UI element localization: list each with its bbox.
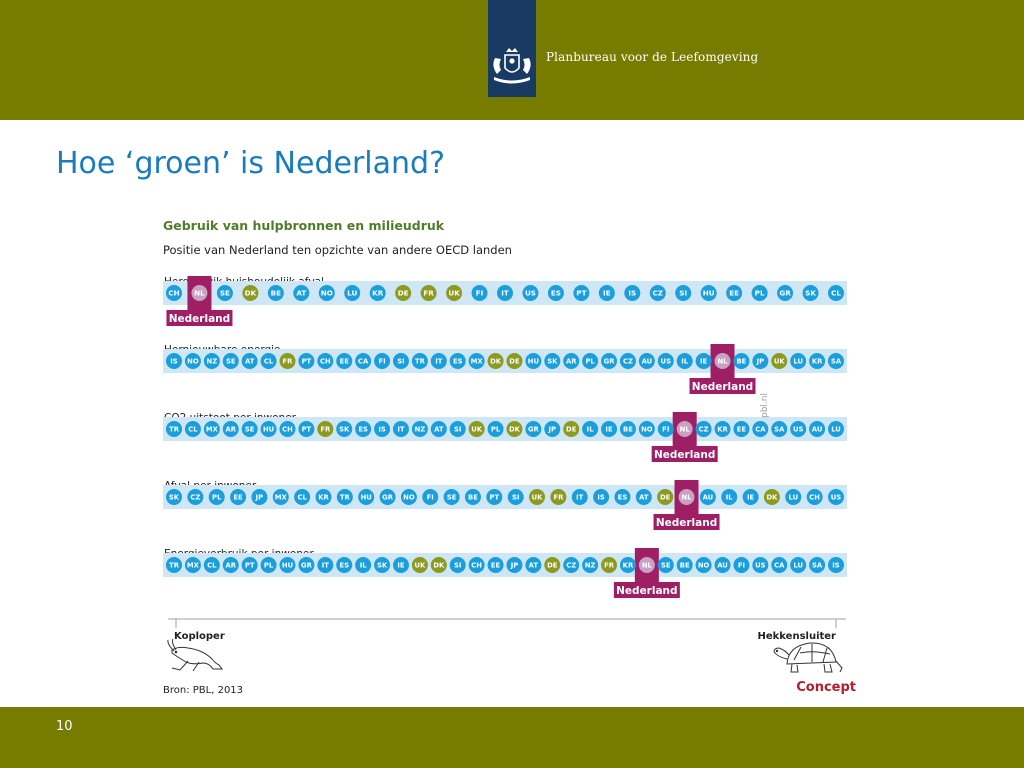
country-code: SA xyxy=(774,425,785,434)
nl-label: Nederland xyxy=(653,449,716,461)
country-code: AU xyxy=(717,561,728,570)
country-code: UK xyxy=(773,357,785,366)
country-code: SK xyxy=(376,561,388,570)
country-code: CH xyxy=(282,425,293,434)
source-label: Bron: PBL, 2013 xyxy=(163,685,244,696)
organization-name: Planbureau voor de Leefomgeving xyxy=(546,50,759,64)
country-code: CH xyxy=(471,561,482,570)
country-code: JP xyxy=(255,493,264,502)
country-code: KR xyxy=(372,288,384,298)
country-code: NO xyxy=(403,493,415,502)
country-code: AT xyxy=(296,288,307,298)
country-code: IE xyxy=(605,425,613,434)
country-code: CL xyxy=(831,288,841,298)
country-code: SE xyxy=(244,425,255,434)
country-code: PL xyxy=(754,288,765,298)
country-code: EE xyxy=(339,357,349,366)
country-code: FR xyxy=(423,288,434,298)
country-code: US xyxy=(792,425,804,434)
country-code: LU xyxy=(347,288,358,298)
country-code: TR xyxy=(414,357,425,366)
country-code: DK xyxy=(490,357,502,366)
country-code: AT xyxy=(244,357,255,366)
country-code: UK xyxy=(414,561,426,570)
country-code: NO xyxy=(641,425,653,434)
country-code: ES xyxy=(617,493,628,502)
country-code: NL xyxy=(681,493,692,502)
country-code: DE xyxy=(547,561,558,570)
country-code: PT xyxy=(489,493,500,502)
ranking-row xyxy=(163,548,847,598)
country-code: ES xyxy=(358,425,368,434)
country-code: IL xyxy=(681,357,689,366)
country-code: DE xyxy=(509,357,520,366)
country-code: NO xyxy=(187,357,199,366)
country-code: CZ xyxy=(698,425,709,434)
country-code: DK xyxy=(766,493,778,502)
country-code: FI xyxy=(378,357,386,366)
country-code: AU xyxy=(702,493,714,502)
country-code: NZ xyxy=(414,425,426,434)
country-code: UK xyxy=(531,493,543,502)
country-code: PL xyxy=(585,357,595,366)
country-code: IS xyxy=(170,357,178,366)
country-code: BE xyxy=(623,425,633,434)
country-code: FI xyxy=(426,493,434,502)
country-code: IL xyxy=(586,425,594,434)
country-code: CH xyxy=(319,357,331,366)
country-code: FR xyxy=(604,561,614,570)
country-code: BE xyxy=(736,357,747,366)
country-code: IE xyxy=(603,288,611,298)
country-code: CL xyxy=(263,357,274,366)
country-code: LU xyxy=(831,425,841,434)
country-code: BE xyxy=(679,561,690,570)
ranking-row xyxy=(163,344,847,394)
country-code: CZ xyxy=(190,493,201,502)
country-code: PT xyxy=(301,357,312,366)
country-code: GR xyxy=(603,357,615,366)
country-code: SE xyxy=(219,288,230,298)
country-code: FI xyxy=(475,288,484,298)
country-code: TR xyxy=(339,493,350,502)
country-code: NL xyxy=(194,288,205,298)
ranking-row xyxy=(163,276,847,326)
country-code: US xyxy=(524,288,536,298)
country-code: IS xyxy=(378,425,386,434)
country-code: IE xyxy=(700,357,708,366)
country-code: KR xyxy=(811,357,823,366)
credit-label: pbl.nl xyxy=(760,393,770,418)
country-code: LU xyxy=(793,561,803,570)
country-code: CA xyxy=(774,561,785,570)
country-code: DK xyxy=(508,425,520,434)
hare-icon xyxy=(168,639,222,671)
country-code: DE xyxy=(660,493,671,502)
country-code: SK xyxy=(547,357,558,366)
country-code: DK xyxy=(433,561,445,570)
tortoise-icon xyxy=(774,643,842,672)
country-code: AR xyxy=(225,425,236,434)
nl-label: Nederland xyxy=(655,517,718,529)
country-code: AT xyxy=(639,493,649,502)
country-code: FI xyxy=(662,425,670,434)
country-code: AT xyxy=(528,561,539,570)
country-code: EE xyxy=(736,425,747,434)
country-code: CZ xyxy=(622,357,633,366)
country-code: SA xyxy=(812,561,823,570)
country-code: KR xyxy=(318,493,329,502)
country-code: ES xyxy=(339,561,350,570)
slide-title: Hoe ‘groen’ is Nederland? xyxy=(56,146,445,181)
country-code: CA xyxy=(755,425,766,434)
country-code: SE xyxy=(660,561,671,570)
country-code: CL xyxy=(297,493,307,502)
country-code: KR xyxy=(717,425,728,434)
country-code: NO xyxy=(320,288,333,298)
country-code: HU xyxy=(527,357,539,366)
country-code: PT xyxy=(244,561,255,570)
nl-label: Nederland xyxy=(168,313,231,325)
country-code: IT xyxy=(501,288,509,298)
country-code: PL xyxy=(263,561,274,570)
country-code: JP xyxy=(510,561,519,570)
country-code: SI xyxy=(453,561,462,570)
country-code: HU xyxy=(281,561,294,570)
country-code: EE xyxy=(729,288,740,298)
country-code: IS xyxy=(628,288,637,298)
country-code: GR xyxy=(300,561,312,570)
country-code: FR xyxy=(553,493,564,502)
country-code: AR xyxy=(565,357,577,366)
concept-watermark: Concept xyxy=(796,680,856,695)
country-code: GR xyxy=(527,425,539,434)
country-code: BE xyxy=(270,288,282,298)
country-code: KR xyxy=(622,561,634,570)
country-code: CH xyxy=(168,288,180,298)
country-code: US xyxy=(755,561,766,570)
country-code: PL xyxy=(490,425,501,434)
country-code: SI xyxy=(453,425,462,434)
country-code: IT xyxy=(397,425,405,434)
country-code: ES xyxy=(550,288,561,298)
country-code: NL xyxy=(641,561,652,570)
country-code: FR xyxy=(282,357,293,366)
country-code: NZ xyxy=(584,561,596,570)
country-code: AR xyxy=(225,561,236,570)
country-code: CZ xyxy=(652,288,664,298)
country-code: FR xyxy=(320,425,331,434)
country-code: FI xyxy=(737,561,746,570)
country-code: UK xyxy=(448,288,460,298)
country-code: SI xyxy=(679,288,688,298)
country-code: ES xyxy=(452,357,463,366)
country-code: CA xyxy=(358,357,369,366)
country-code: UK xyxy=(471,425,483,434)
country-code: SE xyxy=(225,357,236,366)
government-logo xyxy=(488,0,536,97)
country-code: US xyxy=(830,493,842,502)
country-code: SA xyxy=(830,357,842,366)
nl-label: Nederland xyxy=(691,381,754,393)
country-code: TR xyxy=(169,425,179,434)
country-code: JP xyxy=(548,425,557,434)
country-code: HU xyxy=(262,425,275,434)
country-code: IL xyxy=(725,493,733,502)
axis-right-label: Hekkensluiter xyxy=(757,631,836,642)
axis-left-label: Koploper xyxy=(174,631,225,642)
country-code: IS xyxy=(832,561,840,570)
country-code: CL xyxy=(188,425,198,434)
country-code: NO xyxy=(697,561,710,570)
country-code: SK xyxy=(805,288,816,298)
country-code: IT xyxy=(321,561,329,570)
country-code: DK xyxy=(244,288,257,298)
country-code: NZ xyxy=(206,357,218,366)
country-code: PL xyxy=(212,493,222,502)
country-code: SK xyxy=(168,493,180,502)
footer-bar xyxy=(0,707,1024,768)
country-code: CH xyxy=(809,493,820,502)
country-code: NL xyxy=(717,357,728,366)
country-code: TR xyxy=(169,561,179,570)
country-code: IE xyxy=(397,561,405,570)
country-code: GR xyxy=(779,288,791,298)
country-code: LU xyxy=(793,357,803,366)
page-number: 10 xyxy=(56,719,73,734)
country-code: AU xyxy=(811,425,823,434)
country-code: MX xyxy=(186,561,199,570)
country-code: PT xyxy=(301,425,312,434)
country-code: CL xyxy=(207,561,217,570)
country-code: JP xyxy=(756,357,765,366)
country-code: IT xyxy=(435,357,443,366)
country-code: IE xyxy=(746,493,755,502)
country-code: US xyxy=(660,357,671,366)
country-code: AU xyxy=(641,357,653,366)
ranking-row xyxy=(163,480,847,530)
oecd-ranking-chart xyxy=(0,200,1024,700)
country-code: EE xyxy=(490,561,501,570)
chart-title: Gebruik van hulpbronnen en milieudruk xyxy=(163,218,445,233)
country-code: BE xyxy=(468,493,478,502)
country-code: HU xyxy=(360,493,372,502)
country-code: SI xyxy=(397,357,405,366)
country-code: EE xyxy=(233,493,243,502)
country-code: DE xyxy=(566,425,577,434)
country-code: DE xyxy=(397,288,409,298)
country-code: IS xyxy=(597,493,605,502)
country-code: MX xyxy=(205,425,218,434)
country-code: MX xyxy=(470,357,483,366)
country-code: AT xyxy=(434,425,444,434)
header-bar xyxy=(0,0,1024,120)
country-code: NL xyxy=(679,425,690,434)
country-code: HU xyxy=(702,288,715,298)
chart-subtitle: Positie van Nederland ten opzichte van andere OECD landen xyxy=(163,243,512,257)
country-code: GR xyxy=(382,493,393,502)
country-code: IT xyxy=(576,493,584,502)
ranking-rows xyxy=(163,276,847,598)
country-code: IL xyxy=(359,561,367,570)
country-code: MX xyxy=(274,493,287,502)
country-code: LU xyxy=(788,493,799,502)
country-code: PT xyxy=(576,288,587,298)
country-code: CZ xyxy=(566,561,577,570)
ranking-row xyxy=(163,412,847,462)
nl-label: Nederland xyxy=(616,585,678,597)
country-code: SK xyxy=(339,425,350,434)
country-code: SI xyxy=(511,493,520,502)
coat-of-arms-icon xyxy=(490,46,534,86)
country-code: SE xyxy=(446,493,457,502)
